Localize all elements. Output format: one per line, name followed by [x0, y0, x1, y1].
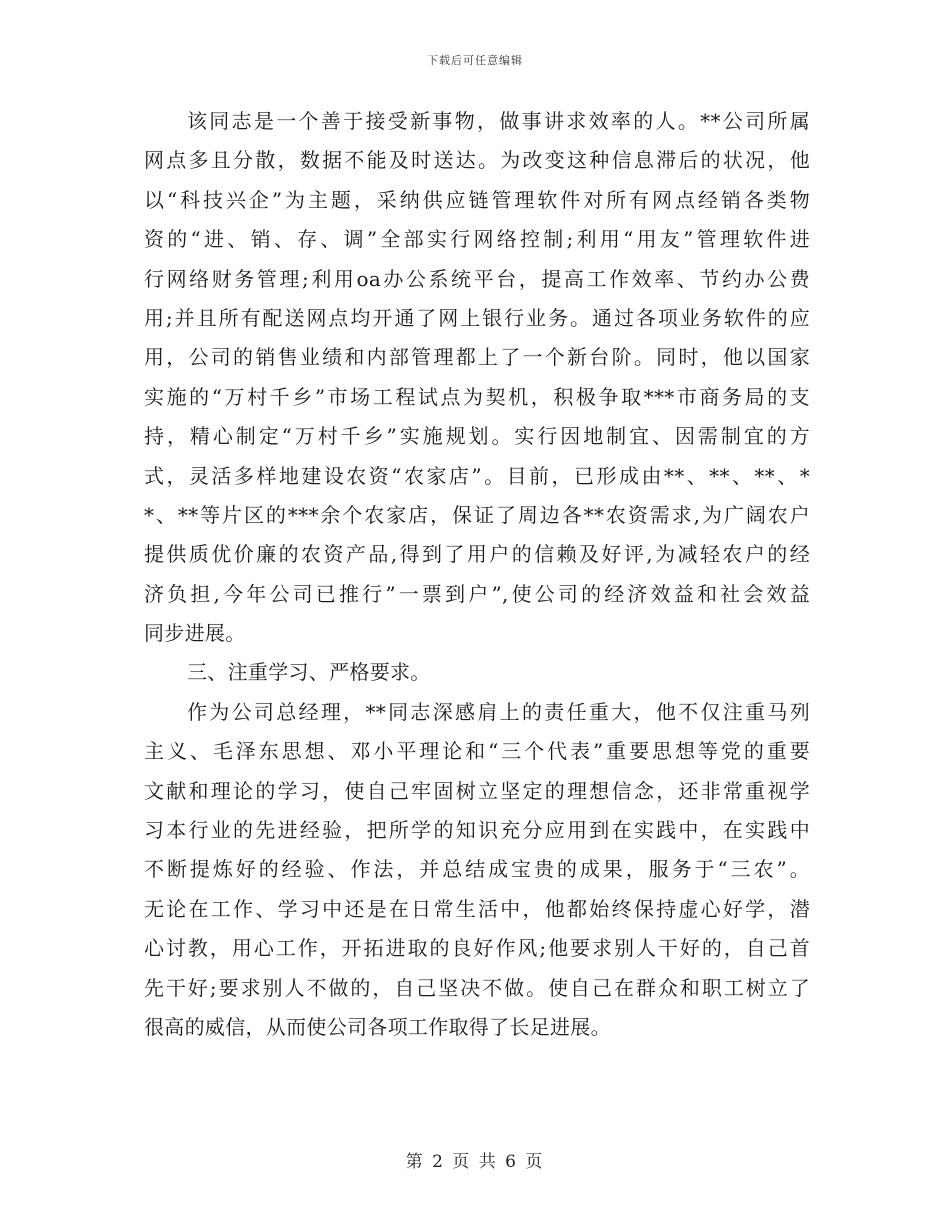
- paragraph-line: 资的“进、销、存、调”全部实行网络控制;利用“用友”管理软件进: [144, 227, 810, 252]
- page-number: 第 2 页 共 6 页: [405, 1152, 545, 1172]
- paragraph-line: 先干好;要求别人不做的，自己坚决不做。使自己在群众和职工树立了: [144, 975, 810, 1000]
- paragraph-line: 习本行业的先进经验，把所学的知识充分应用到在实践中，在实践中: [144, 818, 810, 843]
- paragraph-line: 以“科技兴企”为主题，采纳供应链管理软件对所有网点经销各类物: [144, 187, 810, 212]
- paragraph-line: 文献和理论的学习，使自己牢固树立坚定的理想信念，还非常重视学: [144, 778, 810, 803]
- paragraph-line: 很高的威信，从而使公司各项工作取得了长足进展。: [144, 1014, 611, 1039]
- paragraph-line: 不断提炼好的经验、作法，并总结成宝贵的成果，服务于“三农”。: [144, 857, 810, 882]
- paragraph-line: 式，灵活多样地建设农资“农家店”。目前，已形成由**、**、**、*: [144, 463, 810, 488]
- page-header-note: 下载后可任意编辑: [427, 54, 523, 67]
- paragraph-line: *、**等片区的***余个农家店，保证了周边各**农资需求,为广阔农户: [144, 502, 810, 527]
- paragraph-line: 行网络财务管理;利用oa办公系统平台，提高工作效率、节约办公费: [144, 266, 810, 291]
- paragraph-line: 提供质优价廉的农资产品,得到了用户的信赖及好评,为减轻农户的经: [144, 542, 810, 567]
- paragraph-line: 用，公司的销售业绩和内部管理都上了一个新台阶。同时，他以国家: [144, 345, 810, 370]
- paragraph-line: 心讨教，用心工作，开拓进取的良好作风;他要求别人干好的，自己首: [144, 936, 810, 961]
- paragraph-line: 作为公司总经理，**同志深感肩上的责任重大，他不仅注重马列: [187, 699, 810, 724]
- paragraph-line: 持，精心制定“万村千乡”实施规划。实行因地制宜、因需制宜的方: [144, 424, 810, 449]
- document-body: [144, 102, 810, 1047]
- paragraph-line: 实施的“万村千乡”市场工程试点为契机，积极争取***市商务局的支: [144, 384, 810, 409]
- paragraph-line: 济负担,今年公司已推行”一票到户”,使公司的经济效益和社会效益: [144, 581, 810, 606]
- paragraph-line: 同步进展。: [144, 621, 246, 646]
- section-heading: 三、注重学习、严格要求。: [187, 660, 431, 685]
- paragraph-line: 无论在工作、学习中还是在日常生活中，他都始终保持虚心好学，潜: [144, 896, 810, 921]
- paragraph-line: 用;并且所有配送网点均开通了网上银行业务。通过各项业务软件的应: [144, 305, 810, 330]
- paragraph-line: 网点多且分散，数据不能及时送达。为改变这种信息滞后的状况，他: [144, 148, 810, 173]
- paragraph-line: 主义、毛泽东思想、邓小平理论和“三个代表”重要思想等党的重要: [144, 739, 810, 764]
- paragraph-line: 该同志是一个善于接受新事物，做事讲求效率的人。**公司所属: [187, 109, 810, 133]
